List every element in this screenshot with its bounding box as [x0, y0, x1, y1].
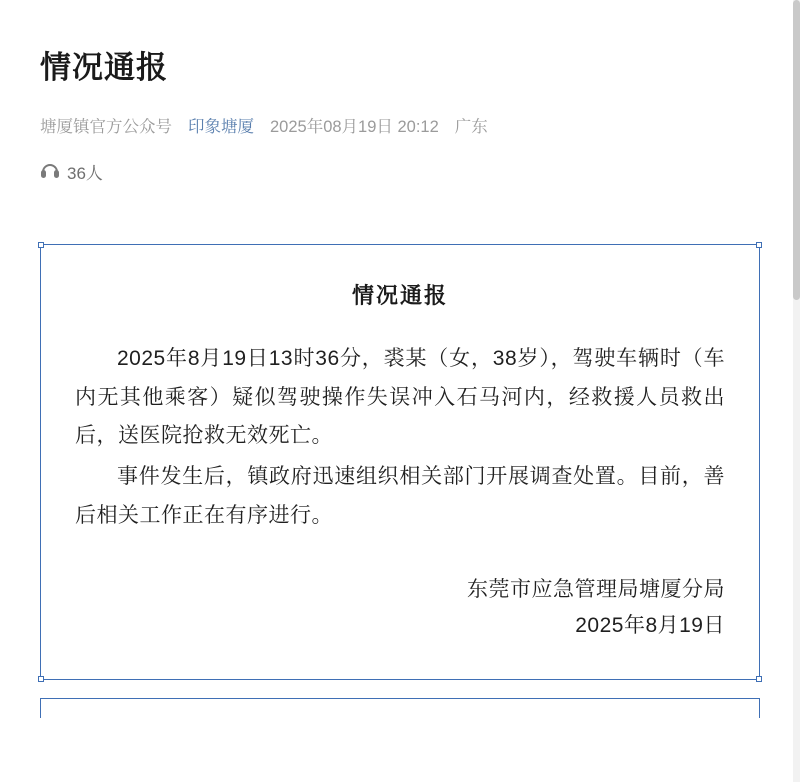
notice-card — [40, 244, 760, 681]
notice-paragraph-2: 事件发生后，镇政府迅速组织相关部门开展调查处置。目前，善后相关工作正在有序进行。 — [75, 465, 725, 528]
meta-account-link[interactable]: 印象塘厦 — [188, 118, 254, 137]
notice-title: 情况通报 — [351, 282, 448, 308]
scrollbar-thumb[interactable] — [793, 0, 800, 300]
article-meta — [40, 114, 760, 140]
signature-org: 东莞市应急管理局塘厦分局 — [467, 577, 725, 601]
article-header — [0, 0, 800, 184]
selection-handle-bottom-left[interactable] — [38, 676, 44, 682]
scrollbar-track[interactable] — [793, 0, 800, 782]
listen-row[interactable] — [40, 159, 760, 184]
selection-handle-top-left[interactable] — [38, 242, 44, 248]
headphone-icon — [40, 162, 60, 180]
notice-paragraph-1: 2025年8月19日13时36分，裘某（女，38岁），驾驶车辆时（车内无其他乘客）疑似驾驶操作失误冲入石马河内，经救援人员救出后，送医院抢救无效死亡。 — [75, 346, 725, 448]
selection-handle-bottom-right[interactable] — [756, 676, 762, 682]
signature-date: 2025年8月19日 — [575, 613, 725, 637]
meta-source: 塘厦镇官方公众号 — [40, 118, 172, 137]
meta-datetime: 2025年08月19日 20:12 — [270, 118, 439, 137]
selection-handle-top-right[interactable] — [756, 242, 762, 248]
page-title: 情况通报 — [40, 50, 168, 85]
meta-region: 广东 — [454, 118, 488, 137]
notice-signature — [75, 572, 725, 643]
listen-count-label: 36人 — [67, 163, 103, 183]
notice-card-wrap — [40, 244, 760, 681]
next-card-partial — [40, 698, 760, 718]
